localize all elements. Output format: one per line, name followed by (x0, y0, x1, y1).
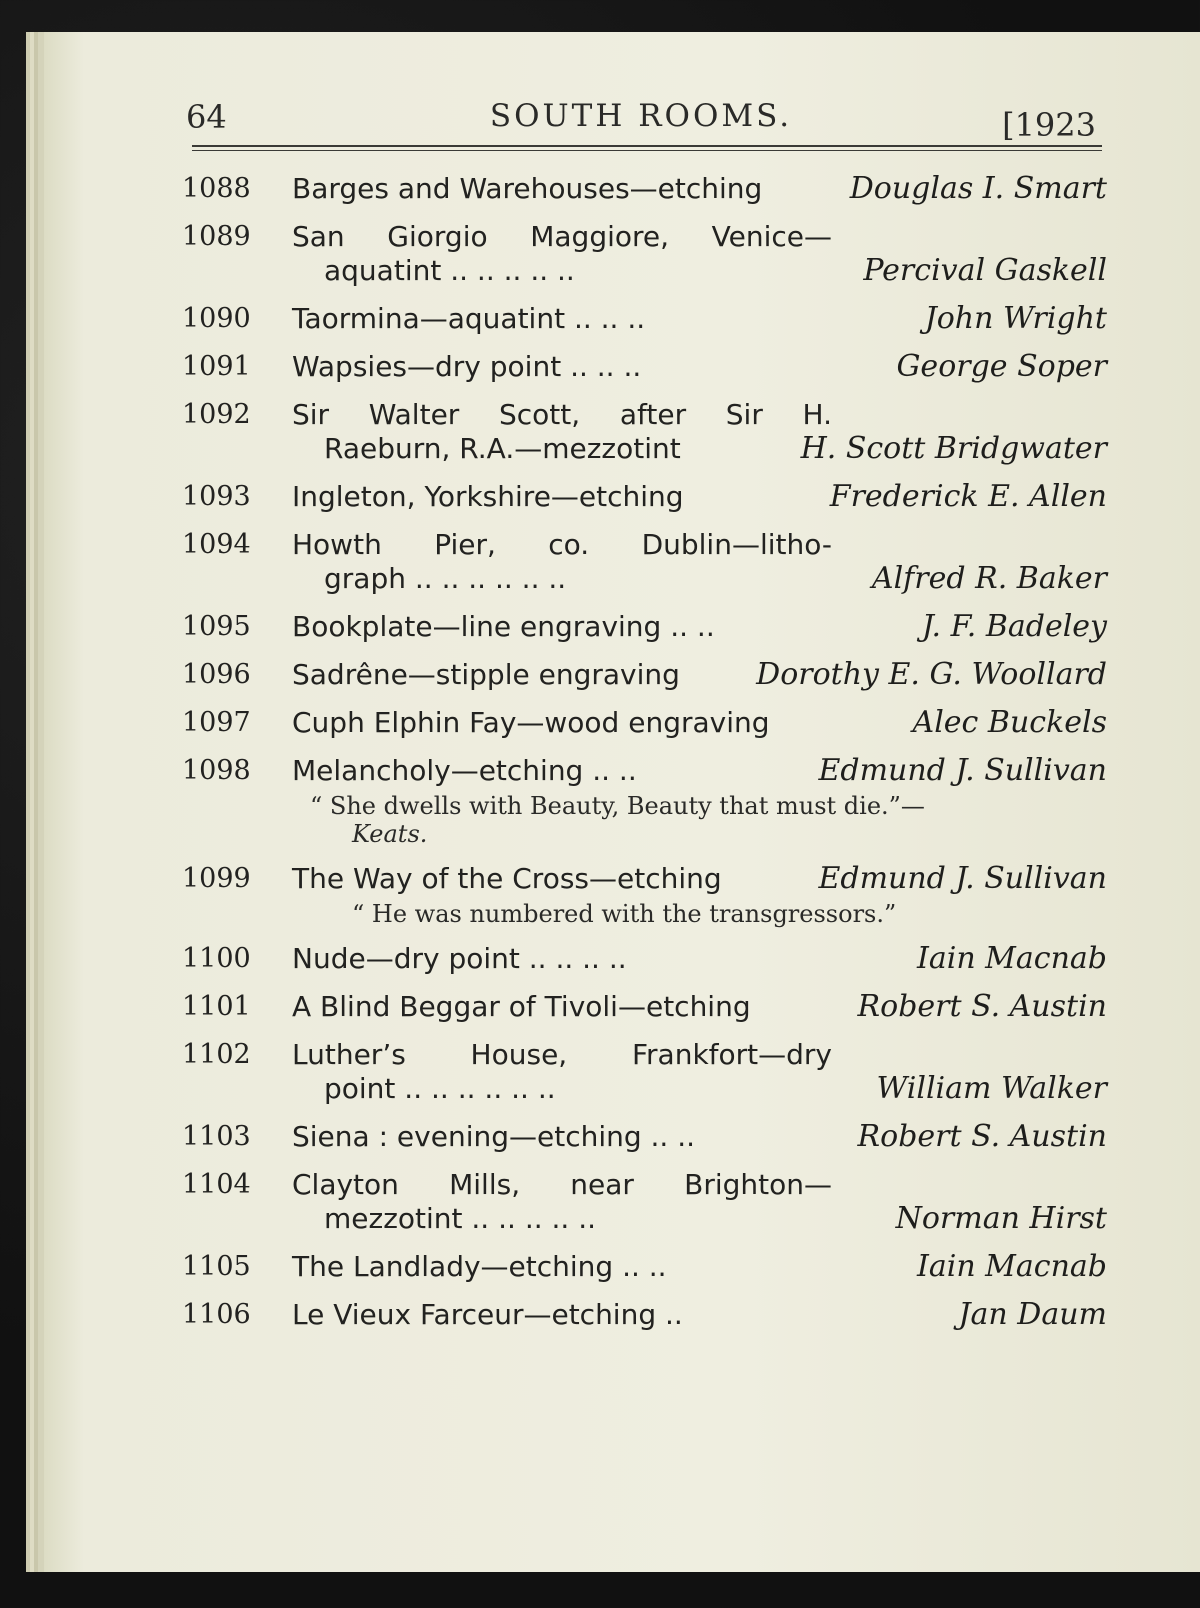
entry-title: Wapsies—dry point .. .. .. (292, 350, 642, 383)
entry-number: 1097 (182, 707, 251, 738)
entry-artist: Robert S. Austin (857, 989, 1107, 1024)
catalogue-entry (182, 398, 1107, 466)
entry-number: 1096 (182, 659, 251, 690)
entry-artist: George Soper (896, 349, 1107, 384)
entry-number: 1105 (182, 1251, 251, 1282)
catalogue-entry (182, 942, 1107, 976)
catalogue-entry (182, 480, 1107, 514)
entry-number: 1099 (182, 863, 251, 894)
entry-title: San Giorgio Maggiore, Venice— (292, 220, 832, 253)
catalogue-entry (182, 862, 1107, 928)
entry-number: 1100 (182, 943, 251, 974)
entry-quote (310, 792, 1107, 848)
catalogue-entry (182, 610, 1107, 644)
entry-number: 1095 (182, 611, 251, 642)
entry-title: Cuph Elphin Fay—wood engraving (292, 706, 770, 739)
catalogue-entry (182, 1120, 1107, 1154)
entry-number: 1094 (182, 529, 251, 560)
catalogue-entry (182, 706, 1107, 740)
catalogue-entry (182, 990, 1107, 1024)
entry-number: 1088 (182, 173, 251, 204)
entry-quote (352, 900, 1107, 928)
entry-title: The Landlady—etching .. .. (292, 1250, 667, 1283)
entry-number: 1103 (182, 1121, 251, 1152)
entry-title: A Blind Beggar of Tivoli—etching (292, 990, 751, 1023)
entry-title: Clayton Mills, near Brighton— (292, 1168, 832, 1201)
entry-artist: H. Scott Bridgwater (800, 431, 1107, 466)
entry-artist: John Wright (924, 301, 1107, 336)
entry-number: 1093 (182, 481, 251, 512)
entry-title: Bookplate—line engraving .. .. (292, 610, 715, 643)
entry-number: 1104 (182, 1169, 251, 1200)
entry-title-continued: mezzotint .. .. .. .. .. (324, 1202, 597, 1235)
page-title: SOUTH ROOMS. (489, 98, 793, 134)
entry-title: Sir Walter Scott, after Sir H. (292, 398, 832, 431)
header-rule-thin (192, 150, 1102, 151)
entry-artist: Dorothy E. G. Woollard (756, 657, 1107, 692)
quote-attribution: Keats. (352, 820, 428, 848)
entry-artist: Percival Gaskell (863, 253, 1107, 288)
entry-artist: Robert S. Austin (857, 1119, 1107, 1154)
catalogue-entry (182, 350, 1107, 384)
entry-title: Siena : evening—etching .. .. (292, 1120, 696, 1153)
entry-artist: Alfred R. Baker (871, 561, 1107, 596)
entry-artist: William Walker (876, 1071, 1107, 1106)
catalogue-entry (182, 1168, 1107, 1236)
page-number: 64 (186, 98, 227, 136)
entry-artist: Iain Macnab (916, 1249, 1107, 1284)
page-header (186, 98, 1096, 148)
entry-title-continued: point .. .. .. .. .. .. (324, 1072, 556, 1105)
entry-artist: Iain Macnab (916, 941, 1107, 976)
entry-artist: J. F. Badeley (921, 609, 1107, 644)
entry-title: Taormina—aquatint .. .. .. (292, 302, 646, 335)
entry-artist: Norman Hirst (895, 1201, 1107, 1236)
catalogue-entry (182, 1250, 1107, 1284)
entry-title: Luther’s House, Frankfort—dry (292, 1038, 832, 1071)
entry-title: The Way of the Cross—etching (292, 862, 722, 895)
catalogue-entry (182, 1298, 1107, 1332)
entry-title: Nude—dry point .. .. .. .. (292, 942, 627, 975)
entry-number: 1092 (182, 399, 251, 430)
entry-title: Ingleton, Yorkshire—etching (292, 480, 684, 513)
entry-title: Howth Pier, co. Dublin—litho- (292, 528, 832, 561)
entry-title: Le Vieux Farceur—etching .. (292, 1298, 683, 1331)
entry-number: 1089 (182, 221, 251, 252)
entry-artist: Jan Daum (958, 1297, 1107, 1332)
catalogue-entry (182, 220, 1107, 288)
catalogue-entry (182, 302, 1107, 336)
entry-number: 1101 (182, 991, 251, 1022)
catalogue-list (182, 172, 1107, 1346)
catalogue-entry (182, 528, 1107, 596)
entry-artist: Douglas I. Smart (849, 171, 1107, 206)
entry-artist: Frederick E. Allen (829, 479, 1107, 514)
entry-number: 1102 (182, 1039, 251, 1070)
page-year: [1923 (1002, 106, 1096, 144)
catalogue-entry (182, 754, 1107, 848)
catalogue-entry (182, 172, 1107, 206)
header-rule (192, 145, 1102, 147)
entry-title: Barges and Warehouses—etching (292, 172, 763, 205)
entry-artist: Alec Buckels (912, 705, 1107, 740)
entry-artist: Edmund J. Sullivan (818, 861, 1107, 896)
entry-number: 1098 (182, 755, 251, 786)
entry-title: Sadrêne—stipple engraving (292, 658, 680, 691)
quote-text: “ She dwells with Beauty, Beauty that must die.”— (310, 792, 925, 820)
entry-title-continued: Raeburn, R.A.—mezzotint (324, 432, 681, 465)
catalogue-entry (182, 658, 1107, 692)
quote-text: “ He was numbered with the transgressors.” (352, 900, 897, 928)
entry-number: 1106 (182, 1299, 251, 1330)
entry-title-continued: graph .. .. .. .. .. .. (324, 562, 567, 595)
entry-title-continued: aquatint .. .. .. .. .. (324, 254, 575, 287)
entry-number: 1090 (182, 303, 251, 334)
entry-title: Melancholy—etching .. .. (292, 754, 637, 787)
entry-number: 1091 (182, 351, 251, 382)
catalogue-entry (182, 1038, 1107, 1106)
entry-artist: Edmund J. Sullivan (818, 753, 1107, 788)
